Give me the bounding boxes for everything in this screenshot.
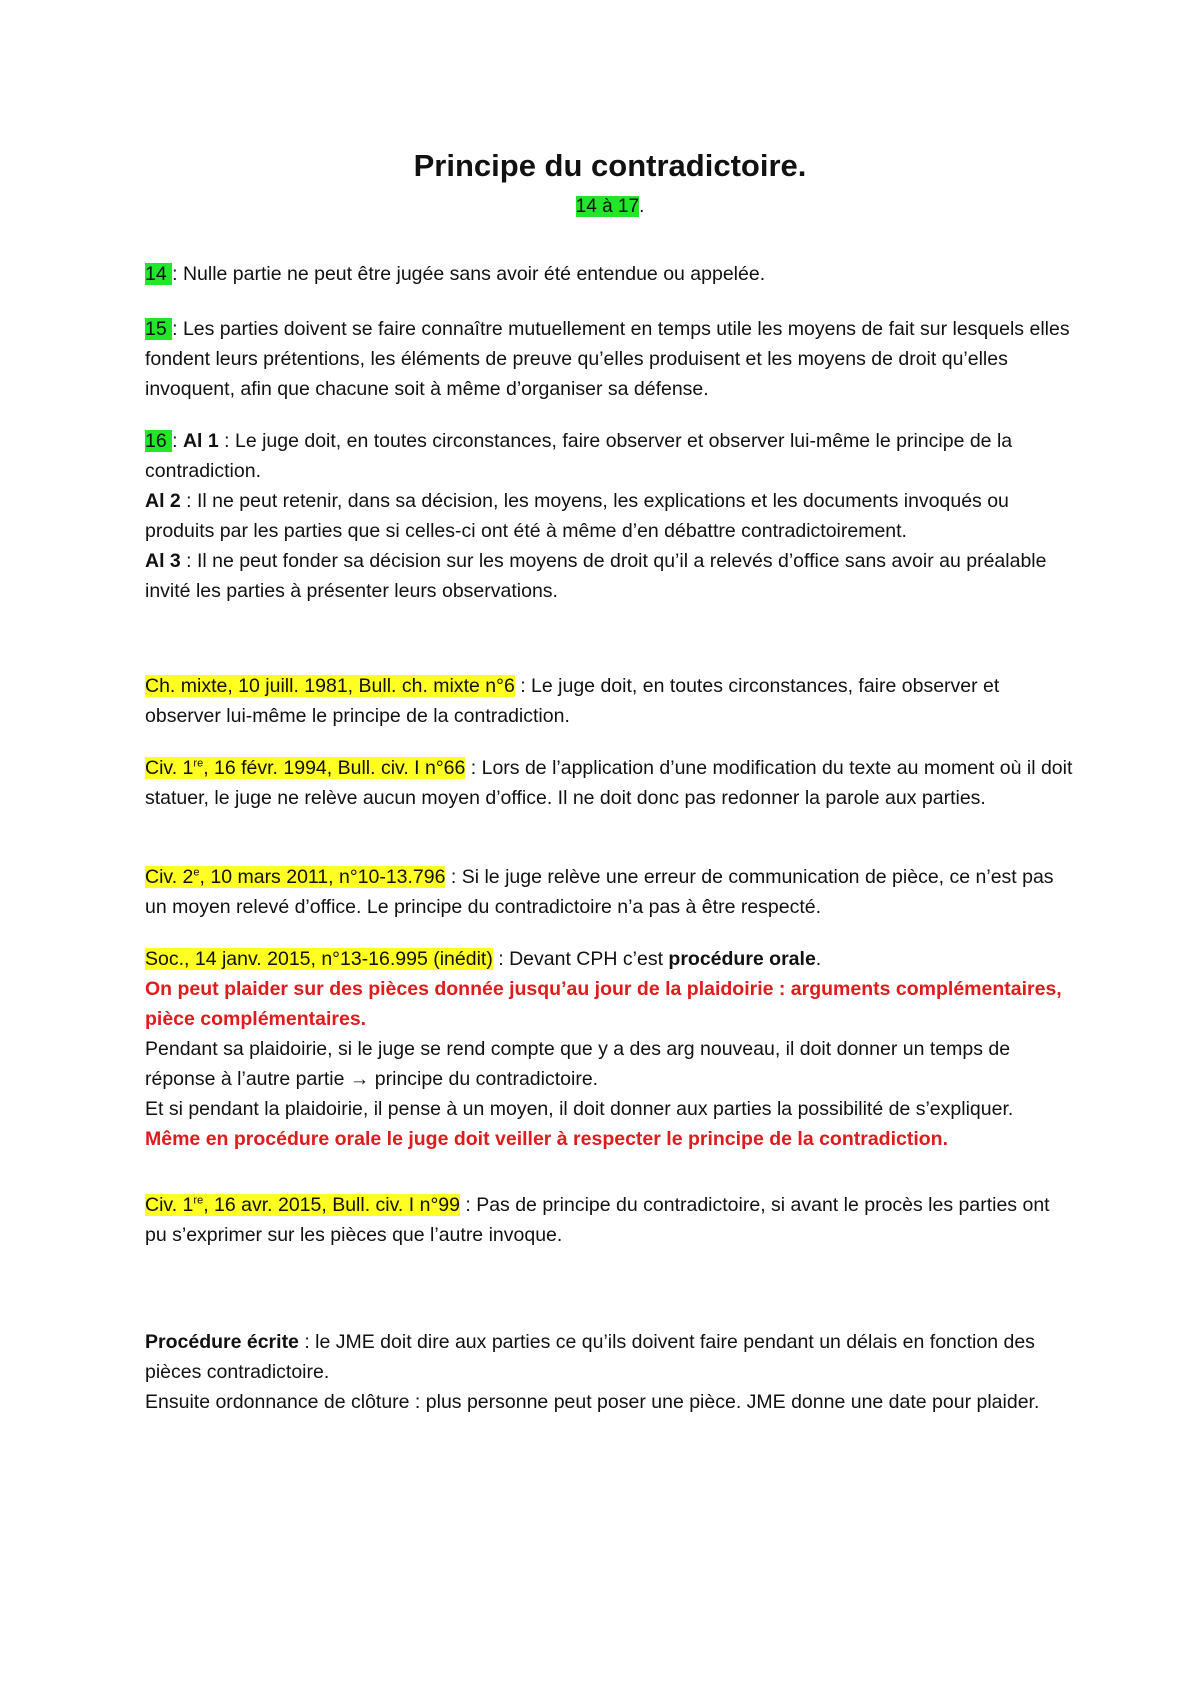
case-civ1-2015 bbox=[145, 1190, 1075, 1250]
case-summary: : Devant CPH c’est bbox=[492, 948, 669, 970]
article-16-al1-text: : Le juge doit, en toutes circonstances, faire observer et observer lui-même le principe de la contradiction. bbox=[145, 430, 1013, 482]
article-range: 14 à 17 bbox=[575, 196, 640, 217]
case-summary: : Pas de principe du contradictoire, si avant le procès les parties ont pu s’exprimer sur les pièces que l’autre invoque. bbox=[145, 1194, 1050, 1246]
article-16-al3-text: : Il ne peut fonder sa décision sur les moyens de droit qu’il a relevés d’office sans avoir au préalable invité les parties à présenter leurs observations. bbox=[145, 550, 1047, 602]
subtitle-dot: . bbox=[639, 196, 645, 217]
case-note-b: Et si pendant la plaidoirie, il pense à un moyen, il doit donner aux parties la possibilité de s’expliquer. bbox=[145, 1098, 1014, 1120]
article-16-sep: : bbox=[172, 430, 183, 452]
article-16-number: 16 bbox=[145, 430, 173, 452]
case-summary: : Le juge doit, en toutes circonstances, faire observer et observer lui-même le principe de la contradiction. bbox=[145, 675, 1000, 727]
article-15-number: 15 bbox=[145, 318, 173, 340]
page-subtitle bbox=[145, 196, 1075, 218]
procedure-ecrite-text-2: Ensuite ordonnance de clôture : plus personne peut poser une pièce. JME donne une date pour plaider. bbox=[145, 1391, 1040, 1413]
procedure-ecrite-text: : le JME doit dire aux parties ce qu’ils doivent faire pendant un délais en fonction des pièces contradictoire. bbox=[145, 1331, 1035, 1383]
red-note-1: On peut plaider sur des pièces donnée jusqu’au jour de la plaidoirie : arguments complémentaires, pièce complémentaires. bbox=[145, 978, 1062, 1030]
article-16-al1-label: Al 1 bbox=[182, 430, 219, 452]
article-16 bbox=[145, 426, 1075, 606]
case-reference: Ch. mixte, 10 juill. 1981, Bull. ch. mixte n°6 bbox=[145, 675, 515, 697]
article-15-text: : Les parties doivent se faire connaître mutuellement en temps utile les moyens de fait sur lesquels elles fondent leurs prétentions, les éléments de preuve qu’elles produisent et les moyens de droit qu’elles invoquent, afin que chacune soit à même d’organiser sa défense. bbox=[145, 318, 1070, 400]
article-16-al2-text: : Il ne peut retenir, dans sa décision, les moyens, les explications et les documents invoqués ou produits par les parties que si celles-ci ont été à même d’en débattre contradictoirement. bbox=[145, 490, 1009, 542]
article-14 bbox=[145, 259, 1075, 289]
article-16-al3-label: Al 3 bbox=[145, 550, 181, 572]
case-reference: Soc., 14 janv. 2015, n°13-16.995 (inédit) bbox=[145, 948, 493, 970]
case-civ2-2011 bbox=[145, 862, 1075, 922]
article-14-text: : Nulle partie ne peut être jugée sans avoir été entendue ou appelée. bbox=[172, 263, 766, 285]
case-soc-2015 bbox=[145, 944, 1075, 1154]
page-title: Principe du contradictoire. bbox=[413, 148, 807, 183]
case-summary-end: . bbox=[815, 948, 822, 970]
case-reference: Civ. 1re, 16 avr. 2015, Bull. civ. I n°99 bbox=[145, 1194, 460, 1216]
case-summary: : Lors de l’application d’une modification du texte au moment où il doit statuer, le juge ne relève aucun moyen d’office. Il ne doit donc pas redonner la parole aux parties. bbox=[145, 757, 1073, 809]
case-civ1-1994 bbox=[145, 753, 1075, 813]
article-14-number: 14 bbox=[145, 263, 173, 285]
article-15 bbox=[145, 314, 1075, 404]
case-note-a: Pendant sa plaidoirie, si le juge se rend compte que y a des arg nouveau, il doit donner un temps de réponse à l’autre partie bbox=[145, 1038, 1011, 1090]
case-summary: : Si le juge relève une erreur de communication de pièce, ce n’est pas un moyen relevé d’office. Le principe du contradictoire n’a pas à être respecté. bbox=[145, 866, 1054, 918]
procedure-ecrite bbox=[145, 1327, 1075, 1417]
red-note-2: Même en procédure orale le juge doit veiller à respecter le principe de la contradiction. bbox=[145, 1128, 949, 1150]
procedure-ecrite-label: Procédure écrite bbox=[145, 1331, 299, 1353]
case-ch-mixte-1981 bbox=[145, 671, 1075, 731]
case-reference: Civ. 1re, 16 févr. 1994, Bull. civ. I n°66 bbox=[145, 757, 466, 779]
case-reference: Civ. 2e, 10 mars 2011, n°10-13.796 bbox=[145, 866, 446, 888]
arrow-icon: → bbox=[349, 1068, 370, 1090]
article-16-al2-label: Al 2 bbox=[145, 490, 181, 512]
procedure-orale: procédure orale bbox=[668, 948, 816, 970]
case-note-a-end: principe du contradictoire. bbox=[369, 1068, 599, 1090]
